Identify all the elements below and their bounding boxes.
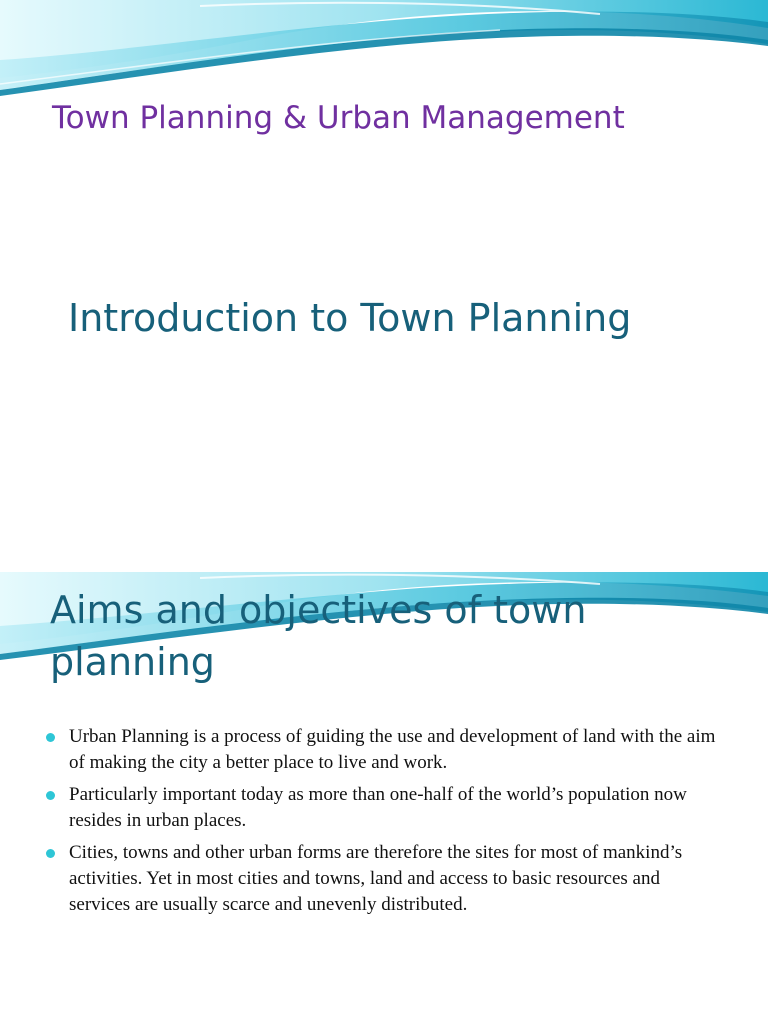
wave-banner-decoration <box>0 0 768 100</box>
bullet-list <box>44 724 724 924</box>
bullet-icon <box>46 791 55 800</box>
bullet-icon <box>46 849 55 858</box>
slide-title: Town Planning & Urban Management <box>52 100 625 136</box>
bullet-text: Cities, towns and other urban forms are therefore the sites for most of mankind’s activities. Yet in most cities and towns, land and access to basic resources and services are usually scarce and unevenly distributed. <box>69 842 683 915</box>
bullet-icon <box>46 733 55 742</box>
list-item <box>44 782 724 834</box>
list-item <box>44 724 724 776</box>
section-heading: Aims and objectives of town planning <box>50 588 587 684</box>
bullet-text: Particularly important today as more than one-half of the world’s population now resides in urban places. <box>69 784 687 831</box>
slide-2 <box>0 572 768 1024</box>
slide-subtitle: Introduction to Town Planning <box>68 296 632 340</box>
bullet-text: Urban Planning is a process of guiding the use and development of land with the aim of making the city a better place to live and work. <box>69 726 716 773</box>
list-item <box>44 840 724 918</box>
